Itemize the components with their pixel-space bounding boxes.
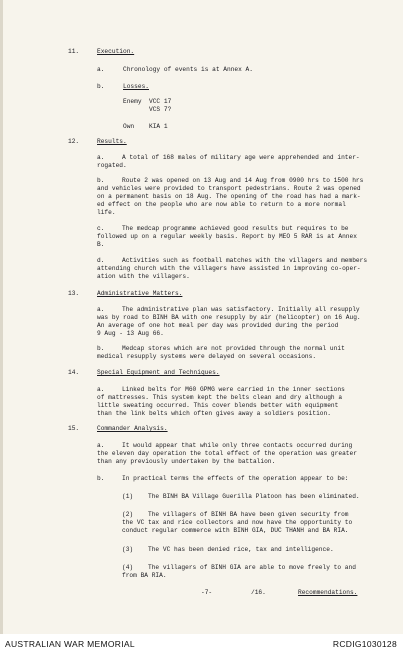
section-12-b-label: b. (97, 177, 105, 184)
section-13-b-label: b. (97, 345, 105, 352)
continuation-word: Recommendations. (298, 589, 358, 596)
section-11-b-label: b. (97, 83, 105, 90)
section-12-b-line: life. (97, 209, 116, 216)
section-15-a-label: a. (97, 442, 105, 449)
section-12-b-line: Route 2 was opened on 13 Aug and 14 Aug from 0900 hrs to 1500 hrs (122, 177, 364, 184)
effect-item-number: (2) (122, 511, 134, 518)
section-14-a-line: than the link belts which often gives away a soldiers position. (97, 410, 331, 417)
effect-item-line: the VC tax and rice collectors and now have the opportunity to (122, 519, 353, 526)
section-12-d-label: d. (97, 257, 105, 264)
section-12-c-line: B. (97, 241, 105, 248)
losses-enemy-vcs: VCS 7? (149, 106, 172, 113)
section-12-c-line: followed up on a regular weekly basis. Report by MEO 5 RAR is at Annex (97, 233, 357, 240)
section-12-b-line: and vehicles were provided to transport pedestrians. Route 2 was opened (97, 185, 361, 192)
section-12-c-line: The medcap programme achieved good results but requires to be (122, 225, 349, 232)
next-page-reference: /16. (251, 589, 266, 596)
section-13-a-line: 9 Aug - 13 Aug 66. (97, 330, 164, 337)
section-14-a-line: little sweating occurred. This cover blends better with equipment (97, 402, 339, 409)
page-number: -7- (201, 589, 213, 596)
section-14-a-line: Linked belts for M60 GPMG were carried in the inner sections (122, 386, 345, 393)
section-14-title: Special Equipment and Techniques. (97, 369, 220, 376)
section-11-a-label: a. (97, 66, 105, 73)
effect-item-line: from BA RIA. (122, 572, 167, 579)
section-14-a-line: of mattresses. This system kept the belts clean and dry although a (97, 394, 343, 401)
section-12-a-label: a. (97, 154, 105, 161)
section-11-a-text: Chronology of events is at Annex A. (123, 66, 253, 73)
section-12-a-line: A total of 168 males of military age were apprehended and inter- (122, 154, 360, 161)
section-13-b-line: medical resupply systems were delayed on several occasions. (97, 353, 317, 360)
section-11-title: Execution. (97, 48, 135, 55)
section-15-b-text: In practical terms the effects of the operation appear to be: (122, 475, 349, 482)
section-13-b-line: Medcap stores which are not provided through the normal unit (122, 345, 345, 352)
losses-enemy-label: Enemy (123, 98, 142, 105)
archive-name: AUSTRALIAN WAR MEMORIAL (5, 639, 135, 649)
losses-enemy-vcc: VCC 17 (149, 98, 172, 105)
archive-footer (0, 634, 403, 654)
effect-item-number: (4) (122, 564, 134, 571)
effect-item-number: (3) (122, 546, 134, 553)
section-14-number: 14. (68, 369, 80, 376)
section-13-a-label: a. (97, 306, 105, 313)
effect-item-line: The VC has been denied rice, tax and intelligence. (148, 546, 334, 553)
section-12-d-line: attending church with the villagers have assisted in improving co-oper- (97, 265, 361, 272)
section-14-a-label: a. (97, 386, 105, 393)
section-15-b-label: b. (97, 475, 105, 482)
section-15-title: Commander Analysis. (97, 425, 168, 432)
effect-item-line: The villagers of BINH GIA are able to move freely to and (148, 564, 356, 571)
section-15-a-line: the eleven day operation the total effect of the operation was greater (97, 450, 357, 457)
section-12-b-line: ed effect on the people who are now able to return to a more normal (97, 201, 346, 208)
section-15-a-line: It would appear that while only three contacts occurred during (122, 442, 353, 449)
effect-item-number: (1) (122, 493, 134, 500)
effect-item-line: conduct regular commerce with BINH GIA, DUC THANH and BA RIA. (122, 527, 349, 534)
page-edge-shadow (0, 0, 3, 634)
section-13-number: 13. (68, 290, 80, 297)
section-12-b-line: on a permanent basis on 18 Aug. The opening of the road has had a mark- (97, 193, 361, 200)
effect-item-line: The villagers of BINH BA have been given security from (148, 511, 349, 518)
section-12-number: 12. (68, 138, 80, 145)
section-11-b-title: Losses. (123, 83, 149, 90)
section-12-d-line: Activities such as football matches with the villagers and members (122, 257, 368, 264)
section-13-a-line: An average of one hot meal per day was provided during the period (97, 322, 339, 329)
section-13-title: Administrative Matters. (97, 290, 183, 297)
section-11-number: 11. (68, 48, 80, 55)
effect-item-line: The BINH BA Village Guerilla Platoon has been eliminated. (148, 493, 360, 500)
section-13-a-line: The administrative plan was satisfactory. Initially all resupply (122, 306, 360, 313)
losses-own-kia: KIA 1 (149, 123, 168, 130)
section-15-a-line: than any previously undertaken by the battalion. (97, 458, 276, 465)
section-13-a-line: was by road to BINH BA with one resupply by air (helicopter) on 16 Aug. (97, 314, 361, 321)
archive-reference-id: RCDIG1030128 (332, 639, 397, 649)
section-15-number: 15. (68, 425, 80, 432)
losses-own-label: Own (123, 123, 135, 130)
section-12-c-label: c. (97, 225, 105, 232)
section-12-a-line: rogated. (97, 162, 127, 169)
section-12-title: Results. (97, 138, 127, 145)
section-12-d-line: ation with the villagers. (97, 273, 190, 280)
